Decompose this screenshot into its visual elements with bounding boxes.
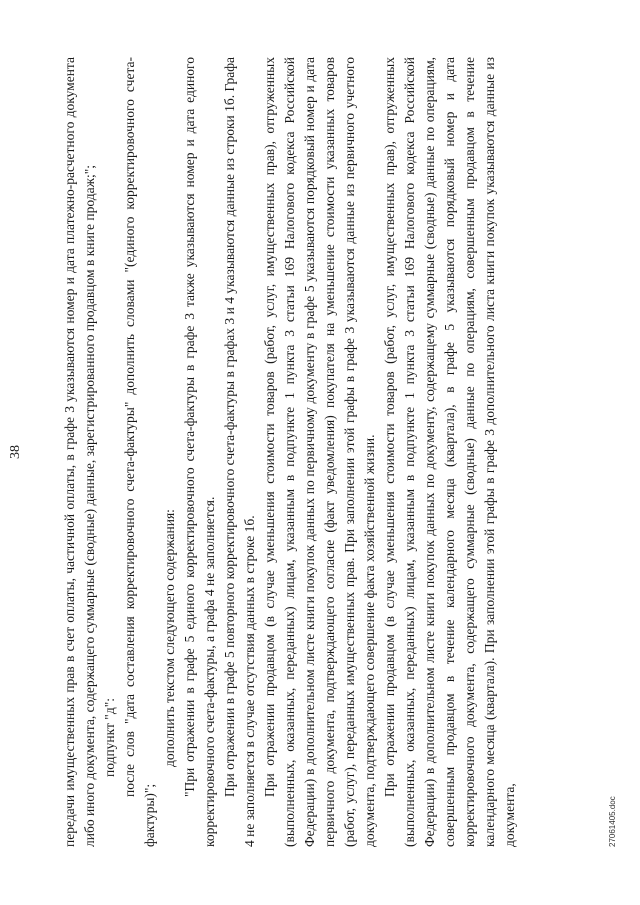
paragraph: подпункт "д": <box>102 698 117 777</box>
paragraph: При отражении в графе 5 повторного корректировочного счета-фактуры в графах 3 и 4 указываются данные из строки 1б. Графа 4 не заполняется в случае отсутствия данных в строке 1б. <box>222 57 257 847</box>
page-number: 38 <box>8 445 23 459</box>
document-body <box>60 57 520 847</box>
paragraph: При отражении продавцом (в случае уменьшения стоимости товаров (работ, услуг, имущественных прав), отгруженных (выполненных, оказанных, переданных) лицам, указанным в подпункте 1 пункта 3 статьи 169 Налогового кодекса Российской Федерации) в дополнительном листе книги покупок данных по первичному документу в графе 5 указываются порядковый номер и дата первичного документа, подтверждающего согласие (факт уведомления) покупателя на уменьшение стоимости указанных товаров (работ, услуг), переданных имущественных прав. При заполнении этой графы в графе 3 указываются данные из первичного учетного документа, подтверждающего совершение факта хозяйственной жизни. <box>262 57 377 847</box>
paragraph: "При отражении в графе 5 единого корректировочного счета-фактуры в графе 3 также указываются номер и дата единого корректировочного счета-фактуры, а графа 4 не заполняется. <box>182 57 217 847</box>
rotated-sheet <box>8 57 617 847</box>
footer-filename: 27061405.doc <box>608 796 617 847</box>
paragraph: передачи имущественных прав в счет оплаты, частичной оплаты, в графе 3 указываются номер и дата платежно-расчетного документа либо иного документа, содержащего суммарные (сводные) данные, зарегистрированного продавцом в книге продаж;"; <box>62 57 97 847</box>
paragraph: дополнить текстом следующего содержания: <box>162 509 177 767</box>
paragraph: При отражении продавцом (в случае уменьшения стоимости товаров (работ, услуг, имущественных прав), отгруженных (выполненных, оказанных, переданных) лицам, указанным в подпункте 1 пункта 3 статьи 169 Налогового кодекса Российской Федерации) в дополнительном листе книги покупок данных по документу, содержащему суммарные (сводные) данные по операциям, совершенным продавцом в течение календарного месяца (квартала), в графе 5 указываются порядковый номер и дата корректировочного документа, содержащего суммарные (сводные) данные по операциям, совершенным продавцом в течение календарного месяца (квартала). При заполнении этой графы в графе 3 дополнительного листа книги покупок указываются данные из документа, <box>382 57 517 847</box>
paragraph: после слов "дата составления корректировочного счета-фактуры" дополнить словами "(единого корректировочного счета-фактуры)"; <box>122 57 157 847</box>
